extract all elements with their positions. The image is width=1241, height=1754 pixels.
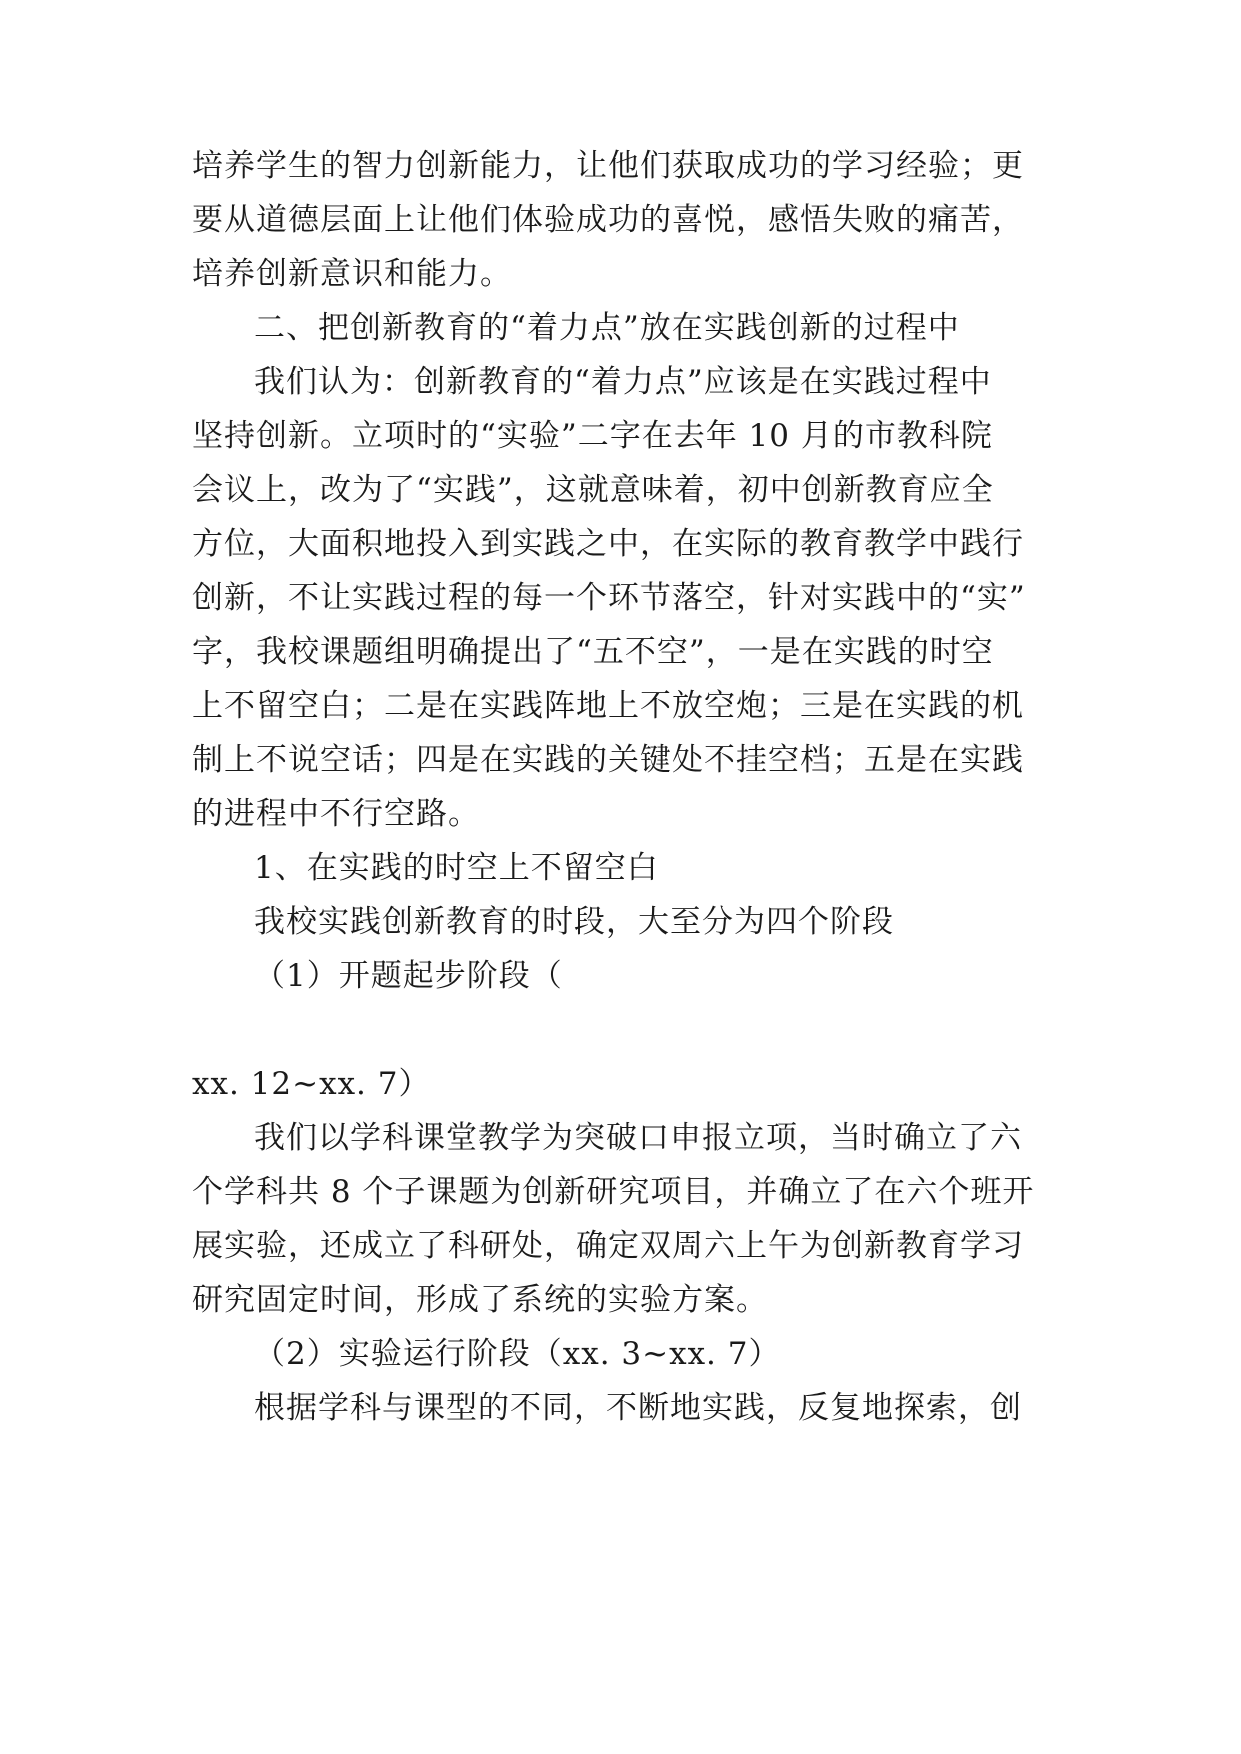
paragraph-line: 研究固定时间，形成了系统的实验方案。 bbox=[192, 1282, 768, 1318]
paragraph-line: 培养创新意识和能力。 bbox=[192, 256, 512, 292]
paragraph-line: 根据学科与课型的不同，不断地实践，反复地探索，创 bbox=[254, 1390, 1022, 1426]
paragraph-line: 展实验，还成立了科研处，确定双周六上午为创新教育学习 bbox=[192, 1228, 1024, 1264]
paragraph-line: 上不留空白；二是在实践阵地上不放空炮；三是在实践的机 bbox=[192, 688, 1024, 724]
paragraph-line: 个学科共 8 个子课题为创新研究项目，并确立了在六个班开 bbox=[192, 1174, 1035, 1210]
paragraph-line: 我校实践创新教育的时段，大至分为四个阶段 bbox=[254, 904, 894, 940]
stage-date-range: xx. 12~xx. 7） bbox=[192, 1066, 431, 1102]
subsection-heading: 1、在实践的时空上不留空白 bbox=[254, 850, 659, 886]
stage-heading: （2）实验运行阶段（xx. 3~xx. 7） bbox=[254, 1336, 781, 1372]
paragraph-line: 培养学生的智力创新能力，让他们获取成功的学习经验；更 bbox=[192, 148, 1024, 184]
paragraph-line: 字，我校课题组明确提出了“五不空”，一是在实践的时空 bbox=[192, 634, 994, 670]
paragraph-line: 方位，大面积地投入到实践之中，在实际的教育教学中践行 bbox=[192, 526, 1024, 562]
paragraph-line: 创新，不让实践过程的每一个环节落空，针对实践中的“实” bbox=[192, 580, 1026, 616]
paragraph-line: 制上不说空话；四是在实践的关键处不挂空档；五是在实践 bbox=[192, 742, 1024, 778]
paragraph-line: 坚持创新。立项时的“实验”二字在去年 10 月的市教科院 bbox=[192, 418, 993, 454]
paragraph-line: 我们以学科课堂教学为突破口申报立项，当时确立了六 bbox=[254, 1120, 1022, 1156]
paragraph-line: 会议上，改为了“实践”，这就意味着，初中创新教育应全 bbox=[192, 472, 994, 508]
stage-heading: （1）开题起步阶段（ bbox=[254, 958, 563, 994]
paragraph-line: 要从道德层面上让他们体验成功的喜悦，感悟失败的痛苦， bbox=[192, 202, 1024, 238]
section-heading: 二、把创新教育的“着力点”放在实践创新的过程中 bbox=[254, 310, 960, 346]
paragraph-line: 的进程中不行空路。 bbox=[192, 796, 480, 832]
paragraph-line: 我们认为：创新教育的“着力点”应该是在实践过程中 bbox=[254, 364, 992, 400]
